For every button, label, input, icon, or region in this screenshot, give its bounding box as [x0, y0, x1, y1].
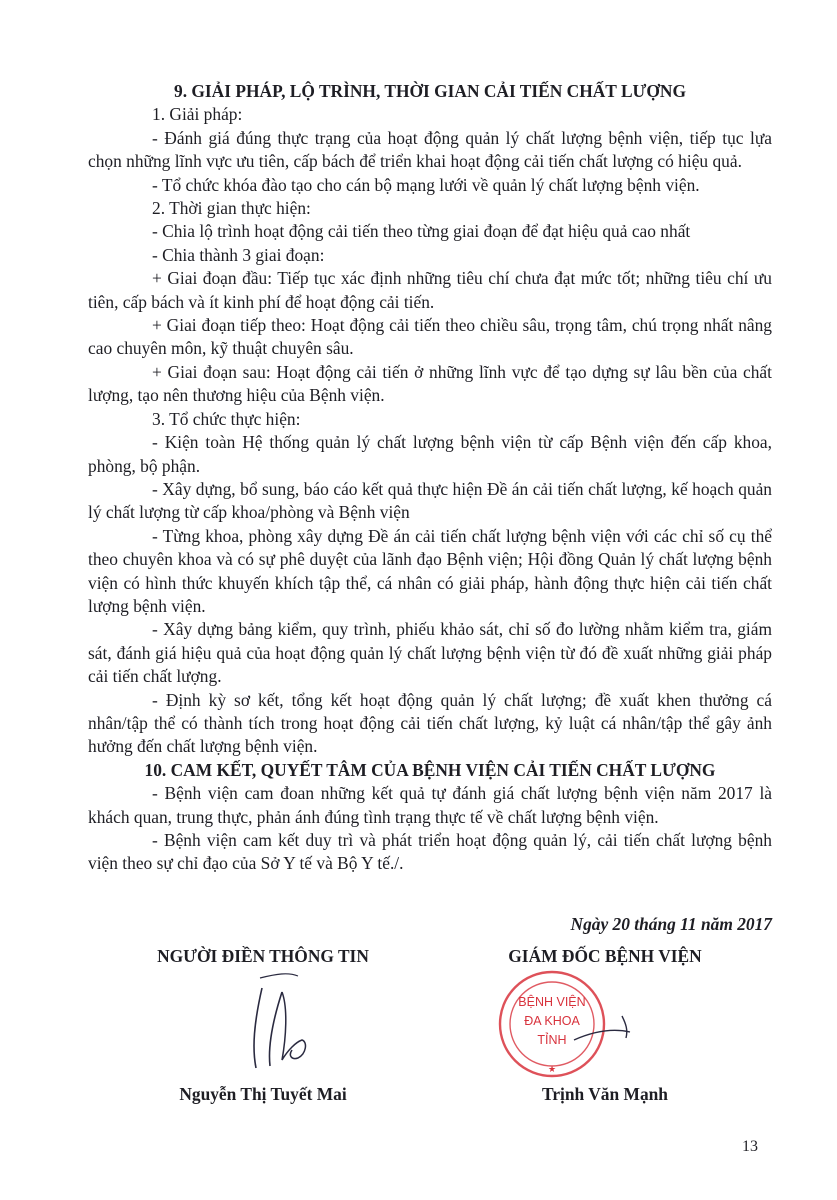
- paragraph: + Giai đoạn sau: Hoạt động cải tiến ở những lĩnh vực để tạo dựng sự lâu bền của chất lượng, tạo nên thương hiệu của Bệnh viện.: [88, 361, 772, 406]
- paragraph: - Xây dựng, bổ sung, báo cáo kết quả thực hiện Đề án cải tiến chất lượng, kế hoạch quản lý chất lượng từ cấp khoa/phòng và Bệnh viện: [88, 478, 772, 523]
- paragraph: - Bệnh viện cam đoan những kết quả tự đánh giá chất lượng bệnh viện năm 2017 là khách quan, trung thực, phản ánh đúng tình trạng thực tế về chất lượng bệnh viện.: [88, 783, 772, 827]
- paragraph: - Từng khoa, phòng xây dựng Đề án cải tiến chất lượng bệnh viện với các chỉ số cụ thể theo chuyên khoa và có sự phê duyệt của lãnh đạo Bệnh viện; Hội đồng Quản lý chất lượng bệnh viện có hình thức khuyến khích tập thể, cá nhân có giải pháp, hành động thực hiện cải tiến chất lượng bệnh viện.: [88, 525, 772, 616]
- paragraph: + Giai đoạn đầu: Tiếp tục xác định những tiêu chí chưa đạt mức tốt; những tiêu chí ưu tiên, cấp bách và ít kinh phí để hoạt động cải tiến.: [88, 268, 772, 312]
- paragraph: - Định kỳ sơ kết, tổng kết hoạt động quản lý chất lượng; đề xuất khen thưởng cá nhân/tập thể có thành tích trong hoạt động cải tiến chất lượng, kỷ luật cá nhân/tập thể gây ảnh hưởng đến chất lượng bệnh viện.: [88, 689, 772, 757]
- paragraph: - Kiện toàn Hệ thống quản lý chất lượng bệnh viện từ cấp Bệnh viện đến cấp khoa, phòng, bộ phận.: [88, 432, 772, 476]
- section-10-heading: 10. CAM KẾT, QUYẾT TÂM CỦA BỆNH VIỆN CẢI TIẾN CHẤT LƯỢNG: [144, 759, 716, 780]
- right-signer-name: Trịnh Văn Mạnh: [542, 1084, 668, 1104]
- date-line: Ngày 20 tháng 11 năm 2017: [570, 914, 772, 934]
- document-body: [88, 80, 772, 876]
- left-handwritten-signature: [226, 968, 346, 1078]
- section-9-heading: 9. GIẢI PHÁP, LỘ TRÌNH, THỜI GIAN CẢI TIẾN CHẤT LƯỢNG: [174, 81, 686, 101]
- paragraph: - Đánh giá đúng thực trạng của hoạt động quản lý chất lượng bệnh viện, tiếp tục lựa chọn những lĩnh vực ưu tiên, cấp bách để triển khai hoạt động cải tiến chất lượng có hiệu quả.: [88, 127, 772, 172]
- svg-text:★: ★: [547, 1064, 557, 1074]
- left-signer-title: NGƯỜI ĐIỀN THÔNG TIN: [157, 946, 369, 966]
- paragraph: - Chia thành 3 giai đoạn:: [152, 244, 325, 265]
- hospital-seal: [482, 968, 632, 1080]
- paragraph: - Xây dựng bảng kiểm, quy trình, phiếu khảo sát, chỉ số đo lường nhằm kiểm tra, giám sát, đánh giá hiệu quả của hoạt động quản lý chất lượng bệnh viện từ đó đề xuất những giải pháp cải tiến chất lượng.: [88, 619, 772, 687]
- paragraph: - Tổ chức khóa đào tạo cho cán bộ mạng lưới về quản lý chất lượng bệnh viện.: [152, 174, 700, 195]
- seal-text-line3: TỈNH: [537, 1033, 567, 1047]
- left-signer-name: Nguyễn Thị Tuyết Mai: [179, 1084, 347, 1104]
- paragraph: - Bệnh viện cam kết duy trì và phát triển hoạt động quản lý, cải tiến chất lượng bệnh viện theo sự chỉ đạo của Sở Y tế và Bộ Y tế./.: [88, 830, 772, 874]
- page-number: 13: [742, 1138, 758, 1155]
- paragraph: 2. Thời gian thực hiện:: [152, 198, 311, 219]
- right-signer-title: GIÁM ĐỐC BỆNH VIỆN: [508, 946, 702, 966]
- paragraph: - Chia lộ trình hoạt động cải tiến theo từng giai đoạn để đạt hiệu quả cao nhất: [152, 221, 691, 242]
- paragraph: 1. Giải pháp:: [152, 104, 243, 125]
- paragraph: 3. Tổ chức thực hiện:: [152, 408, 301, 429]
- seal-text-line2: ĐA KHOA: [524, 1014, 580, 1028]
- paragraph: + Giai đoạn tiếp theo: Hoạt động cải tiến theo chiều sâu, trọng tâm, chú trọng nhất nâng cao chuyên môn, kỹ thuật chuyên sâu.: [88, 315, 772, 359]
- seal-text-line1: BỆNH VIỆN: [518, 995, 586, 1009]
